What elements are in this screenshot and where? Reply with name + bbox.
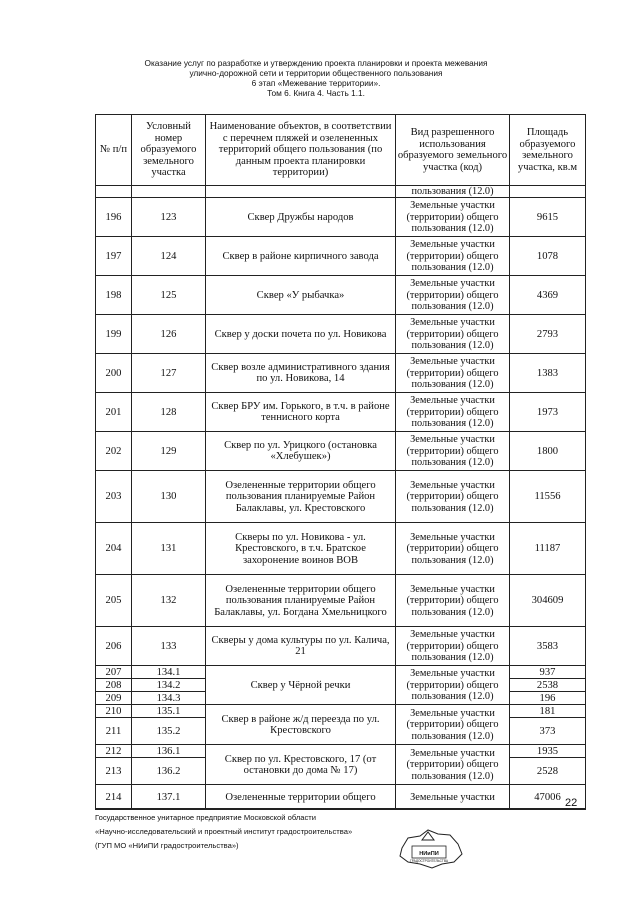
permitted-use: Земельные участки (территории) общего пользования (12.0) [396, 315, 510, 354]
permitted-use: Земельные участки (территории) общего пользования (12.0) [396, 523, 510, 575]
row-number: 210 [96, 705, 132, 718]
object-name: Сквер в районе ж/д переезда по ул. Крестовского [206, 705, 396, 745]
object-name: Сквер БРУ им. Горького, в т.ч. в районе теннисного корта [206, 393, 396, 432]
object-name: Озелененные территории общего [206, 785, 396, 810]
object-name: Скверы по ул. Новикова - ул. Крестовского, в т.ч. Братское захоронение воинов ВОВ [206, 523, 396, 575]
object-name: Сквер в районе кирпичного завода [206, 237, 396, 276]
table-row [96, 198, 586, 237]
plot-area: 373 [510, 718, 586, 745]
table-row [96, 745, 586, 758]
conditional-number: 127 [132, 354, 206, 393]
table-row [96, 523, 586, 575]
object-name: Сквер «У рыбачка» [206, 276, 396, 315]
document-header [0, 58, 632, 98]
conditional-number: 135.1 [132, 705, 206, 718]
row-number: 196 [96, 198, 132, 237]
conditional-number: 129 [132, 432, 206, 471]
footer-line-2: «Научно-исследовательский и проектный институт градостроительства» [95, 827, 353, 836]
table-row [96, 393, 586, 432]
footer-line-1: Государственное унитарное предприятие Московской области [95, 813, 317, 822]
svg-text:НИиПИ: НИиПИ [419, 851, 439, 857]
table-row [96, 575, 586, 627]
footer-line-3: (ГУП МО «НИиПИ градостроительства») [95, 841, 239, 850]
row-number: 197 [96, 237, 132, 276]
table-row [96, 276, 586, 315]
header-line-4: Том 6. Книга 4. Часть 1.1. [267, 88, 365, 98]
plot-area: 1973 [510, 393, 586, 432]
header-line-2: улично-дорожной сети и территории общественного пользования [189, 68, 443, 78]
conditional-number: 134.1 [132, 666, 206, 679]
plot-area: 11187 [510, 523, 586, 575]
conditional-number: 132 [132, 575, 206, 627]
header-line-1: Оказание услуг по разработке и утверждению проекта планировки и проекта межевания [144, 58, 488, 68]
permitted-use: Земельные участки (территории) общего пользования (12.0) [396, 471, 510, 523]
page-number: 22 [565, 797, 578, 809]
plot-area: 181 [510, 705, 586, 718]
row-number: 209 [96, 692, 132, 705]
permitted-use: Земельные участки (территории) общего пользования (12.0) [396, 393, 510, 432]
permitted-use: Земельные участки (территории) общего пользования (12.0) [396, 432, 510, 471]
col-header-conditional-number: Условный номер образуемого земельного участка [132, 115, 206, 186]
table-row [96, 627, 586, 666]
plot-area: 937 [510, 666, 586, 679]
row-number: 206 [96, 627, 132, 666]
plot-area: 196 [510, 692, 586, 705]
permitted-use: Земельные участки (территории) общего пользования (12.0) [396, 627, 510, 666]
plot-area: 1078 [510, 237, 586, 276]
object-name: Сквер возле административного здания по ул. Новикова, 14 [206, 354, 396, 393]
conditional-number: 125 [132, 276, 206, 315]
conditional-number: 134.2 [132, 679, 206, 692]
row-number: 214 [96, 785, 132, 810]
table-row [96, 471, 586, 523]
permitted-use: Земельные участки (территории) общего пользования (12.0) [396, 354, 510, 393]
permitted-use: Земельные участки (территории) общего пользования (12.0) [396, 237, 510, 276]
table-header-row [96, 115, 586, 186]
conditional-number: 128 [132, 393, 206, 432]
plot-area: 1383 [510, 354, 586, 393]
header-line-3: 6 этап «Межевание территории». [251, 78, 381, 88]
row-number: 213 [96, 758, 132, 785]
permitted-use: Земельные участки (территории) общего пользования (12.0) [396, 745, 510, 785]
row-number: 212 [96, 745, 132, 758]
col-header-object-name: Наименование объектов, в соответствии с перечнем пляжей и озелененных территорий общего пользования (по данным проекта планировки территории) [206, 115, 396, 186]
table-row [96, 237, 586, 276]
permitted-use: Земельные участки (территории) общего пользования (12.0) [396, 705, 510, 745]
conditional-number: 133 [132, 627, 206, 666]
object-name: Озелененные территории общего пользования планируемые Район Балаклавы, ул. Богдана Хмельницкого [206, 575, 396, 627]
conditional-number: 123 [132, 198, 206, 237]
plot-area: 3583 [510, 627, 586, 666]
table-row [96, 315, 586, 354]
table-row [96, 354, 586, 393]
row-number: 199 [96, 315, 132, 354]
row-number: 201 [96, 393, 132, 432]
table-row [96, 666, 586, 679]
plot-area: 2528 [510, 758, 586, 785]
row-number: 198 [96, 276, 132, 315]
object-name: Скверы у дома культуры по ул. Калича, 21 [206, 627, 396, 666]
plot-area: 4369 [510, 276, 586, 315]
row-number: 203 [96, 471, 132, 523]
row-number: 207 [96, 666, 132, 679]
conditional-number: 136.1 [132, 745, 206, 758]
conditional-number: 135.2 [132, 718, 206, 745]
permitted-use: Земельные участки (территории) общего пользования (12.0) [396, 666, 510, 705]
permitted-use: Земельные участки (территории) общего пользования (12.0) [396, 276, 510, 315]
conditional-number: 136.2 [132, 758, 206, 785]
conditional-number: 137.1 [132, 785, 206, 810]
object-name: Сквер у Чёрной речки [206, 666, 396, 705]
object-name: Сквер по ул. Урицкого (остановка «Хлебушек») [206, 432, 396, 471]
plot-area: 1935 [510, 745, 586, 758]
table-row [96, 705, 586, 718]
conditional-number: 130 [132, 471, 206, 523]
plot-area: 2538 [510, 679, 586, 692]
institute-logo [392, 826, 466, 870]
plot-area: 11556 [510, 471, 586, 523]
conditional-number: 131 [132, 523, 206, 575]
svg-text:ГРАДОСТРОИТЕЛЬСТВА: ГРАДОСТРОИТЕЛЬСТВА [410, 859, 448, 863]
row-number: 205 [96, 575, 132, 627]
plot-area: 304609 [510, 575, 586, 627]
col-header-num: № п/п [96, 115, 132, 186]
row-number: 204 [96, 523, 132, 575]
continuation-row [96, 186, 586, 198]
continuation-use: пользования (12.0) [396, 186, 510, 198]
table-row [96, 785, 586, 810]
land-plots-table [95, 114, 586, 810]
table-row [96, 432, 586, 471]
row-number: 200 [96, 354, 132, 393]
row-number: 211 [96, 718, 132, 745]
plot-area: 1800 [510, 432, 586, 471]
conditional-number: 134.3 [132, 692, 206, 705]
conditional-number: 124 [132, 237, 206, 276]
col-header-permitted-use: Вид разрешенного использования образуемого земельного участка (код) [396, 115, 510, 186]
conditional-number: 126 [132, 315, 206, 354]
object-name: Сквер у доски почета по ул. Новикова [206, 315, 396, 354]
object-name: Сквер по ул. Крестовского, 17 (от остановки до дома № 17) [206, 745, 396, 785]
plot-area: 47006 [510, 785, 586, 810]
permitted-use: Земельные участки [396, 785, 510, 810]
row-number: 208 [96, 679, 132, 692]
col-header-area: Площадь образуемого земельного участка, кв.м [510, 115, 586, 186]
permitted-use: Земельные участки (территории) общего пользования (12.0) [396, 198, 510, 237]
object-name: Сквер Дружбы народов [206, 198, 396, 237]
object-name: Озелененные территории общего пользования планируемые Район Балаклавы, ул. Крестовского [206, 471, 396, 523]
plot-area: 9615 [510, 198, 586, 237]
footer-divider [95, 808, 585, 809]
permitted-use: Земельные участки (территории) общего пользования (12.0) [396, 575, 510, 627]
row-number: 202 [96, 432, 132, 471]
plot-area: 2793 [510, 315, 586, 354]
